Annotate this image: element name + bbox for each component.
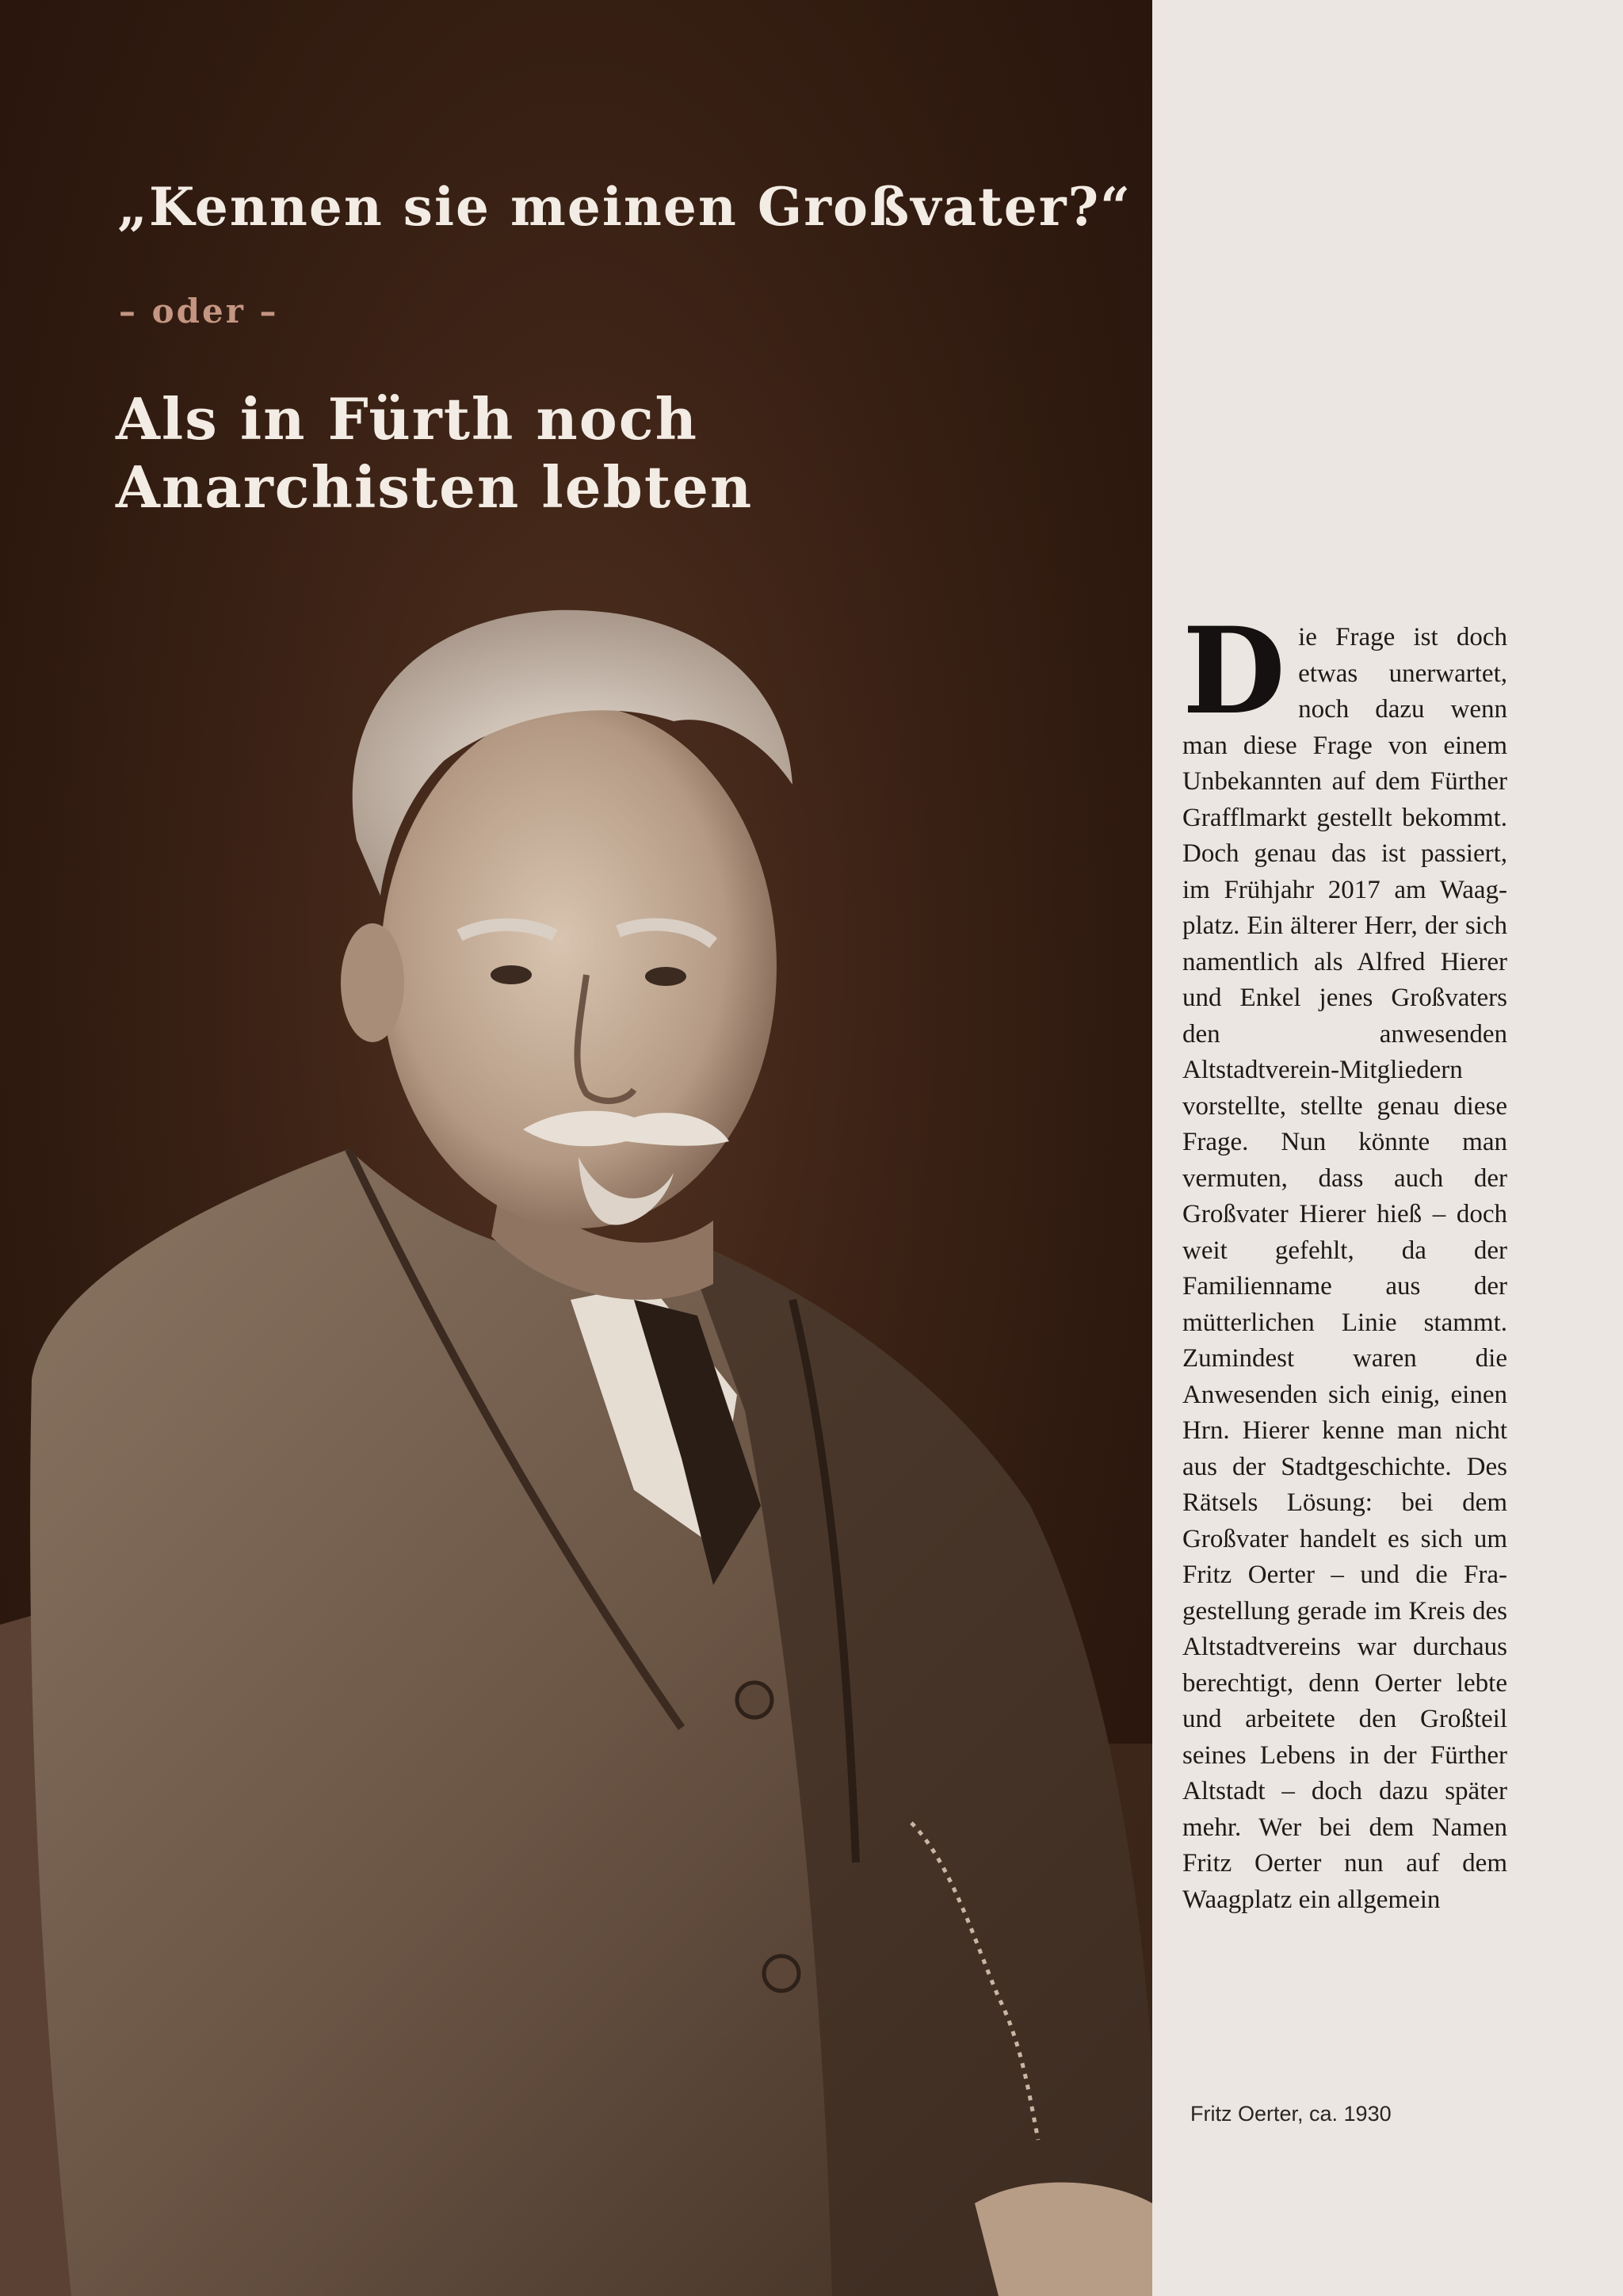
body-paragraph: ie Frage ist doch etwas unerwartet, noch dazu wenn man diese Frage von einem Unbekannten auf dem Fürther Grafflmarkt gestellt bekommt. Doch genau das ist passiert, im Frühjahr 2017 am Waagplatz. Ein älterer Herr, der sich namentlich als Alfred Hierer und Enkel jenes Großvaters den anwesenden Altstadtverein-Mitgliedern vorstellte, stellte genau diese Frage. Nun könnte man vermuten, dass auch der Großvater Hierer hieß – doch weit gefehlt, da der Familienname aus der mütterlichen Linie stammt. Zumindest waren die Anwesenden sich einig, einen Hrn. Hierer kenne man nicht aus der Stadtgeschichte. Des Rätsels Lösung: bei dem Großvater handelt es sich um Fritz Oerter – und die Fragestellung gerade im Kreis des Altstadtvereins war durchaus berechtigt, denn Oerter lebte und arbeitete den Großteil seines Lebens in der Fürther Altstadt – doch dazu später mehr. Wer bei dem Namen Fritz Oerter nun auf dem Waagplatz ein allgemein [1182,623,1507,1914]
eye-left [491,965,532,984]
article-headline: „Kennen sie meinen Großvater?“ [117,176,1132,238]
face [380,705,777,1228]
eye-right [645,967,686,986]
article-subtitle: Als in Fürth noch Anarchisten lebten [116,385,754,521]
hand [975,2183,1152,2296]
headline-separator: – oder – [119,292,279,330]
drop-cap: D [1182,602,1286,741]
article-body [1182,602,1507,1918]
coat-button [764,1956,799,1991]
ear [341,923,404,1042]
coat-button [737,1683,772,1717]
photo-caption: Fritz Oerter, ca. 1930 [1190,2102,1392,2126]
